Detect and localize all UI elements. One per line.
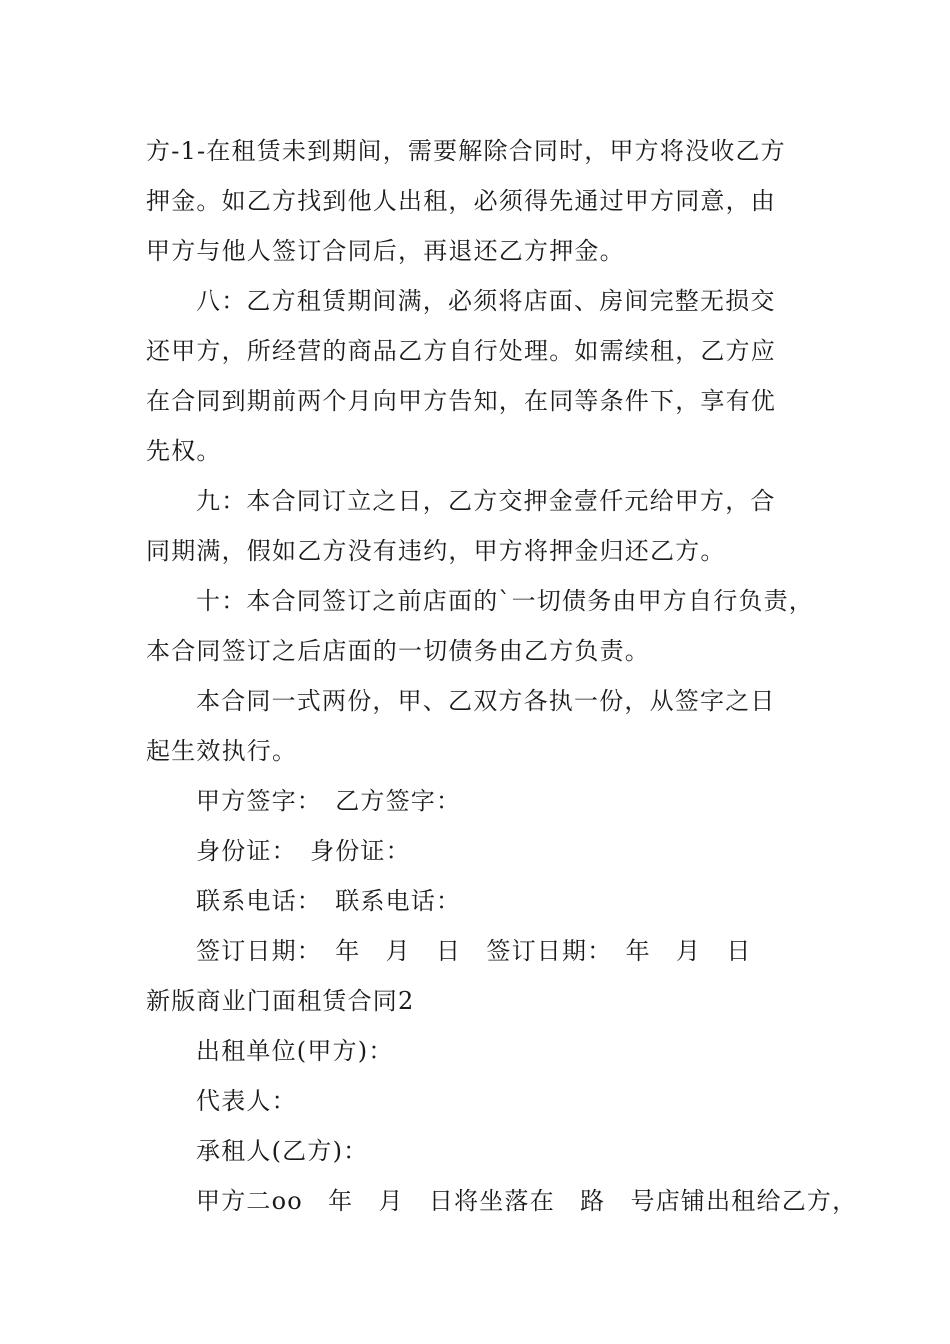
text-line: 方-1-在租赁未到期间，需要解除合同时，甲方将没收乙方: [146, 137, 786, 165]
text-line: 起生效执行。: [146, 737, 298, 765]
lessee-line: 承租人(乙方)：: [196, 1137, 369, 1165]
text-line: 同期满，假如乙方没有违约，甲方将押金归还乙方。: [146, 537, 726, 565]
text-line: 先权。: [146, 437, 222, 465]
signature-line: 甲方签字： 乙方签字：: [196, 787, 462, 815]
closing-clause-line: 本合同一式两份，甲、乙双方各执一份，从签字之日: [196, 687, 776, 715]
text-line: 甲方与他人签订合同后，再退还乙方押金。: [146, 237, 625, 265]
sign-date-line: 签订日期： 年 月 日 签订日期： 年 月 日: [196, 937, 752, 965]
text-line: 还甲方，所经营的商品乙方自行处理。如需续租，乙方应: [146, 337, 776, 365]
contract-text-block: [146, 126, 858, 1226]
lessor-line: 出租单位(甲方)：: [196, 1037, 394, 1065]
text-line: 本合同签订之后店面的一切债务由乙方负责。: [146, 637, 650, 665]
clause-nine-line: 九：本合同订立之日，乙方交押金壹仟元给甲方，合: [196, 487, 776, 515]
section-title: 新版商业门面租赁合同2: [146, 987, 415, 1015]
representative-line: 代表人：: [196, 1087, 297, 1115]
text-line: 押金。如乙方找到他人出租，必须得先通过甲方同意，由: [146, 187, 776, 215]
text-line: 甲方二oo 年 月 日将坐落在 路 号店铺出租给乙方，: [196, 1187, 858, 1215]
text-line: 在合同到期前两个月向甲方告知，在同等条件下，享有优: [146, 387, 776, 415]
clause-ten-line: 十：本合同签订之前店面的`一切债务由甲方自行负责，: [196, 587, 814, 615]
id-card-line: 身份证： 身份证：: [196, 837, 411, 865]
clause-eight-line: 八：乙方租赁期间满，必须将店面、房间完整无损交: [196, 287, 776, 315]
phone-line: 联系电话： 联系电话：: [196, 887, 462, 915]
